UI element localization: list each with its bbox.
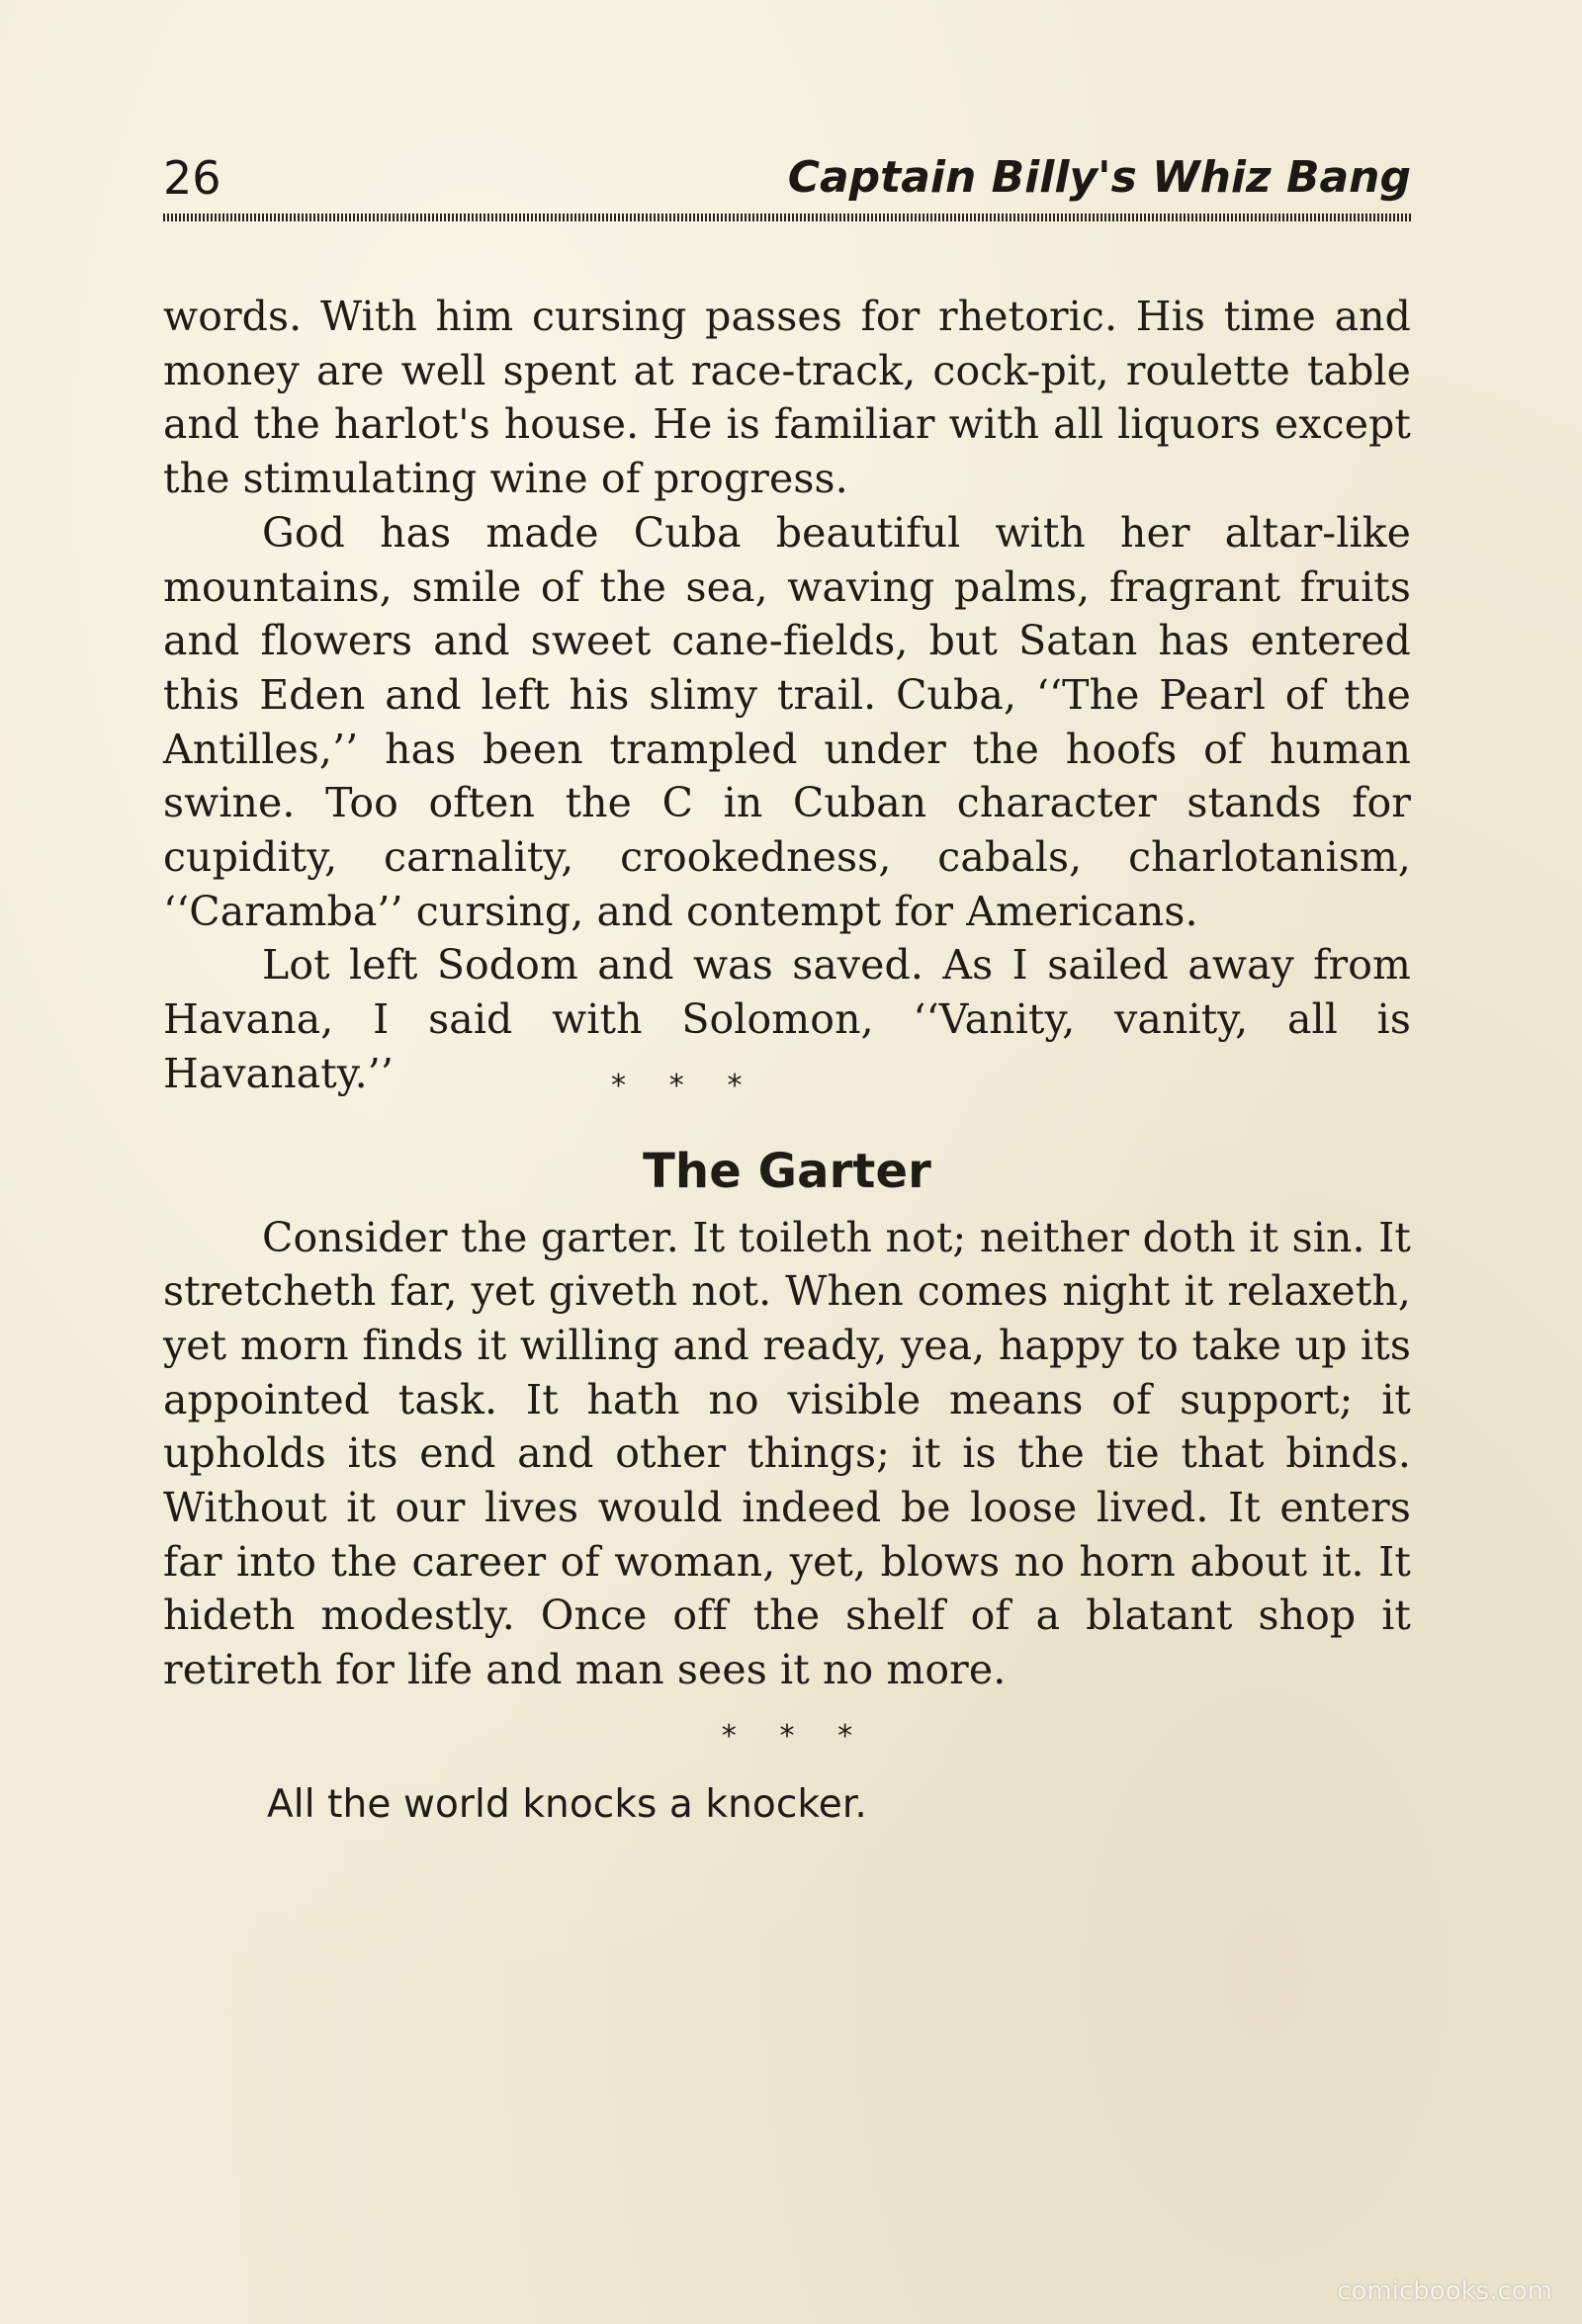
separator-stars: * * * bbox=[611, 1068, 743, 1103]
body-text bbox=[163, 290, 1411, 1833]
watermark: comicbooks.com bbox=[1337, 2277, 1552, 2306]
closing-line: All the world knocks a knocker. bbox=[267, 1781, 867, 1827]
separator-stars: * * * bbox=[721, 1718, 853, 1754]
paragraph-havana-text: Lot left Sodom and was saved. As I sailed away from Havana, I said with Solomon, ‘‘Vanity, vanity, all is Havanaty.’’ bbox=[163, 941, 1411, 1097]
section-title: The Garter bbox=[643, 1143, 931, 1199]
page-header bbox=[163, 148, 1411, 208]
running-title: Captain Billy's Whiz Bang bbox=[787, 152, 1411, 203]
paragraph-havana bbox=[163, 938, 1411, 1113]
header-rule bbox=[163, 214, 1411, 221]
paragraph-garter: Consider the garter. It toileth not; neither doth it sin. It stretcheth far, yet giveth not. When comes night it relaxeth, yet morn finds it willing and ready, yea, happy to take up its appointed task. It hath no visible means of support; it upholds its end and other things; it is the tie that binds. Without it our lives would indeed be loose lived. It enters far into the career of woman, yet, blows no horn about it. It hideth modestly. Once off the shelf of a blatant shop it retireth for life and man sees it no more. bbox=[163, 1213, 1411, 1694]
paragraph-continued: words. With him cursing passes for rhetoric. His time and money are well spent at race-track, cock-pit, roulette table and the harlot's house. He is familiar with all liquors except the stimulating wine of progress. bbox=[163, 293, 1411, 503]
page-number: 26 bbox=[163, 151, 221, 205]
paragraph-cuba: God has made Cuba beautiful with her altar-like mountains, smile of the sea, waving palms, fragrant fruits and flowers and sweet cane-fields, but Satan has entered this Eden and left his slimy trail. Cuba, ‘‘The Pearl of the Antilles,’’ has been trampled under the hoofs of human swine. Too often the C in Cuban character stands for cupidity, carnality, crookedness, cabals, charlotanism, ‘‘Caramba’’ cursing, and contempt for Americans. bbox=[163, 508, 1411, 935]
